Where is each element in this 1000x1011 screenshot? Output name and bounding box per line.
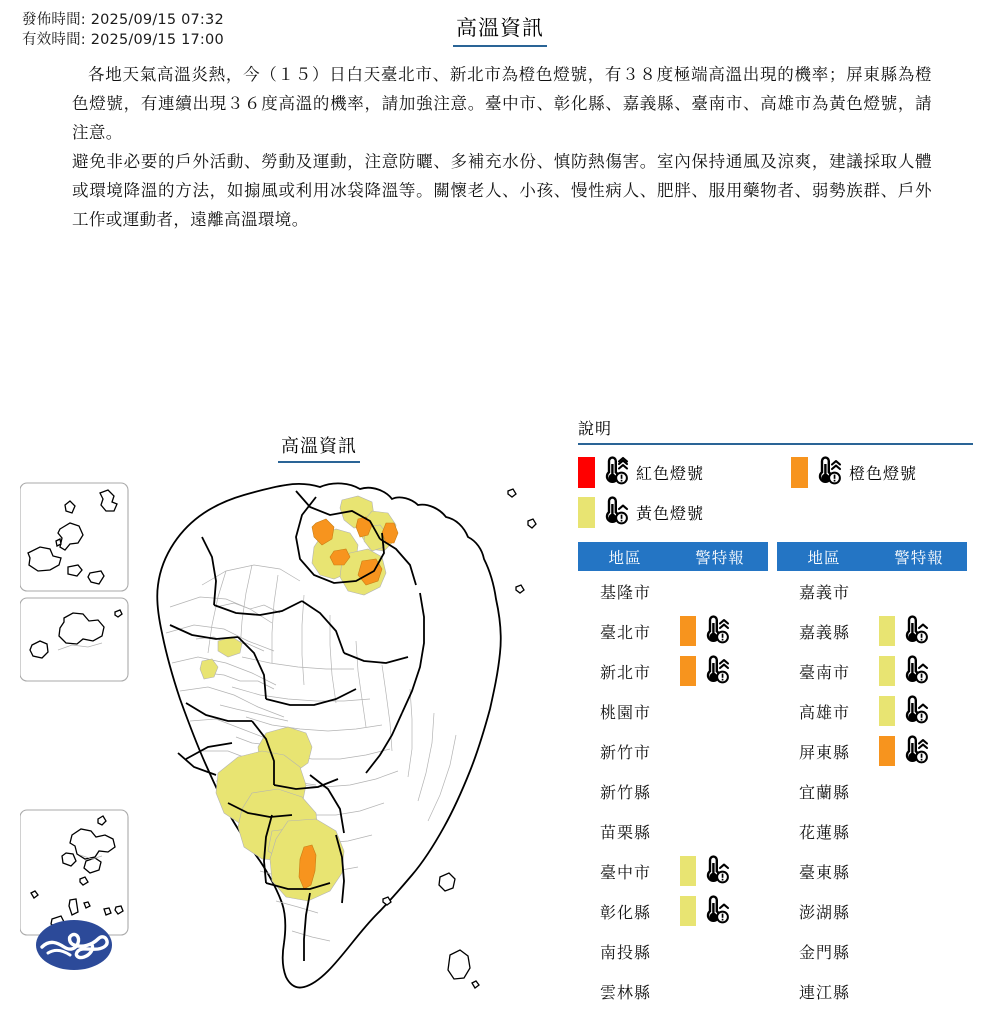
warning-indicator [680,894,767,928]
warning-indicator [879,654,966,688]
table-row [777,851,967,891]
legend-label-red: 紅色燈號 [636,463,705,483]
table-row [777,971,967,1011]
swatch-orange [879,736,895,766]
warning-cell [871,571,967,611]
warning-cell [672,851,768,891]
region-name: 臺北市 [599,622,651,642]
region-name: 嘉義縣 [798,622,850,642]
table-row [777,931,967,971]
region-name: 澎湖縣 [798,902,850,922]
page-title [0,14,1000,47]
warning-table-left [578,542,768,1011]
swatch-orange [791,457,808,488]
warning-cell [871,691,967,731]
table-row [777,771,967,811]
warning-cell [871,931,967,971]
warning-indicator [879,694,966,728]
legend-divider [578,443,973,445]
valid-time: 有效時間: 2025/09/15 17:00 [22,32,224,48]
thermometer-yellow-icon [700,854,730,889]
warning-cell [871,731,967,771]
table-header-row [578,542,768,571]
region-name: 新竹市 [599,742,651,762]
table-row [578,931,768,971]
table-row [578,891,768,931]
table-header-row [777,542,967,571]
legend-list [578,452,973,532]
thermometer-yellow-icon [899,694,929,729]
thermometer-orange-icon [899,734,929,769]
region-name: 宜蘭縣 [798,782,850,802]
swatch-yellow [578,497,595,528]
warning-cell [672,611,768,651]
table-row [578,971,768,1011]
region-name: 屏東縣 [798,742,850,762]
region-name: 金門縣 [798,942,850,962]
warning-cell [672,691,768,731]
table-row [578,611,768,651]
swatch-yellow [879,616,895,646]
table-row [578,731,768,771]
warning-indicator [680,654,767,688]
warning-cell [672,651,768,691]
table-row [578,691,768,731]
legend-label-orange: 橙色燈號 [849,463,918,483]
matsu-inset [20,483,128,591]
swatch-yellow [879,656,895,686]
header-region: 地區 [777,542,871,571]
thermometer-orange-icon [812,455,842,490]
warning-cell [871,971,967,1011]
region-name: 臺中市 [599,862,651,882]
legend-label-yellow: 黃色燈號 [636,503,705,523]
warning-indicator [879,734,966,768]
map-title-text: 高溫資訊 [278,432,360,463]
advisory-paragraph-1: 各地天氣高溫炎熱，今（１５）日白天臺北市、新北市為橙色燈號，有３８度極端高溫出現的機率；屏東縣為橙色燈號，有連續出現３６度高溫的機率，請加強注意。臺中市、彰化縣、嘉義縣、臺南市、高雄市為黃色燈號，請注意。 [72,65,932,142]
table-row [777,611,967,651]
legend-item-red [578,452,791,492]
region-name: 新北市 [599,662,651,682]
warning-cell [672,771,768,811]
table-body-left [578,571,768,1011]
warning-indicator [680,614,767,648]
table-body-right [777,571,967,1011]
warning-cell [672,971,768,1011]
region-name: 臺東縣 [798,862,850,882]
table-row [777,571,967,611]
region-name: 桃園市 [599,702,651,722]
thermometer-yellow-icon [899,614,929,649]
region-name: 連江縣 [798,982,850,1002]
table-row [777,691,967,731]
warning-cell [672,571,768,611]
header-region: 地區 [578,542,672,571]
warning-cell [672,731,768,771]
warning-tables [578,542,973,1011]
table-row [777,891,967,931]
warning-cell [871,851,967,891]
table-row [777,731,967,771]
warning-cell [871,891,967,931]
thermometer-yellow-icon [700,894,730,929]
legend-item-yellow [578,492,791,532]
kinmen-inset [20,598,128,681]
header-warning: 警特報 [672,542,768,571]
table-row [578,851,768,891]
table-row [777,811,967,851]
warning-table-right [777,542,967,1011]
region-name: 嘉義市 [798,582,850,602]
swatch-yellow [680,896,696,926]
region-name: 新竹縣 [599,782,651,802]
region-name: 苗栗縣 [599,822,651,842]
swatch-red [578,457,595,488]
region-name: 花蓮縣 [798,822,850,842]
region-name: 臺南市 [798,662,850,682]
table-row [578,651,768,691]
legend-title: 說明 [578,419,613,438]
warning-indicator [680,854,767,888]
advisory-text [72,60,932,234]
table-row [578,811,768,851]
table-row [578,771,768,811]
legend-and-tables [578,418,973,1011]
region-name: 高雄市 [798,702,850,722]
thermometer-red-icon [599,455,629,490]
advisory-paragraph-2: 避免非必要的戶外活動、勞動及運動，注意防曬、多補充水份、慎防熱傷害。室內保持通風及涼爽，建議採取人體或環境降溫的方法，如搧風或利用冰袋降溫等。關懷老人、小孩、慢性病人、肥胖、服用藥物者、弱勢族群、戶外工作或運動者，遠離高溫環境。 [72,152,932,229]
header-warning: 警特報 [871,542,967,571]
warning-cell [871,811,967,851]
page-title-text: 高溫資訊 [453,14,547,47]
region-name: 基隆市 [599,582,651,602]
thermometer-orange-icon [700,614,730,649]
map-panel [20,420,560,1000]
thermometer-orange-icon [700,654,730,689]
swatch-yellow [680,856,696,886]
thermometer-yellow-icon [599,495,629,530]
table-row [777,651,967,691]
swatch-orange [680,656,696,686]
swatch-orange [680,616,696,646]
issue-time: 發佈時間: 2025/09/15 07:32 [22,12,224,28]
thermometer-yellow-icon [899,654,929,689]
warning-cell [871,651,967,691]
warning-cell [871,611,967,651]
map-title [278,432,360,463]
warning-cell [871,771,967,811]
warning-cell [672,891,768,931]
region-name: 南投縣 [599,942,651,962]
legend-item-orange [791,452,971,492]
warning-indicator [879,614,966,648]
cwa-logo [34,917,114,973]
warning-cell [672,811,768,851]
warning-cell [672,931,768,971]
swatch-yellow [879,696,895,726]
region-name: 雲林縣 [599,982,651,1002]
table-row [578,571,768,611]
region-name: 彰化縣 [599,902,651,922]
